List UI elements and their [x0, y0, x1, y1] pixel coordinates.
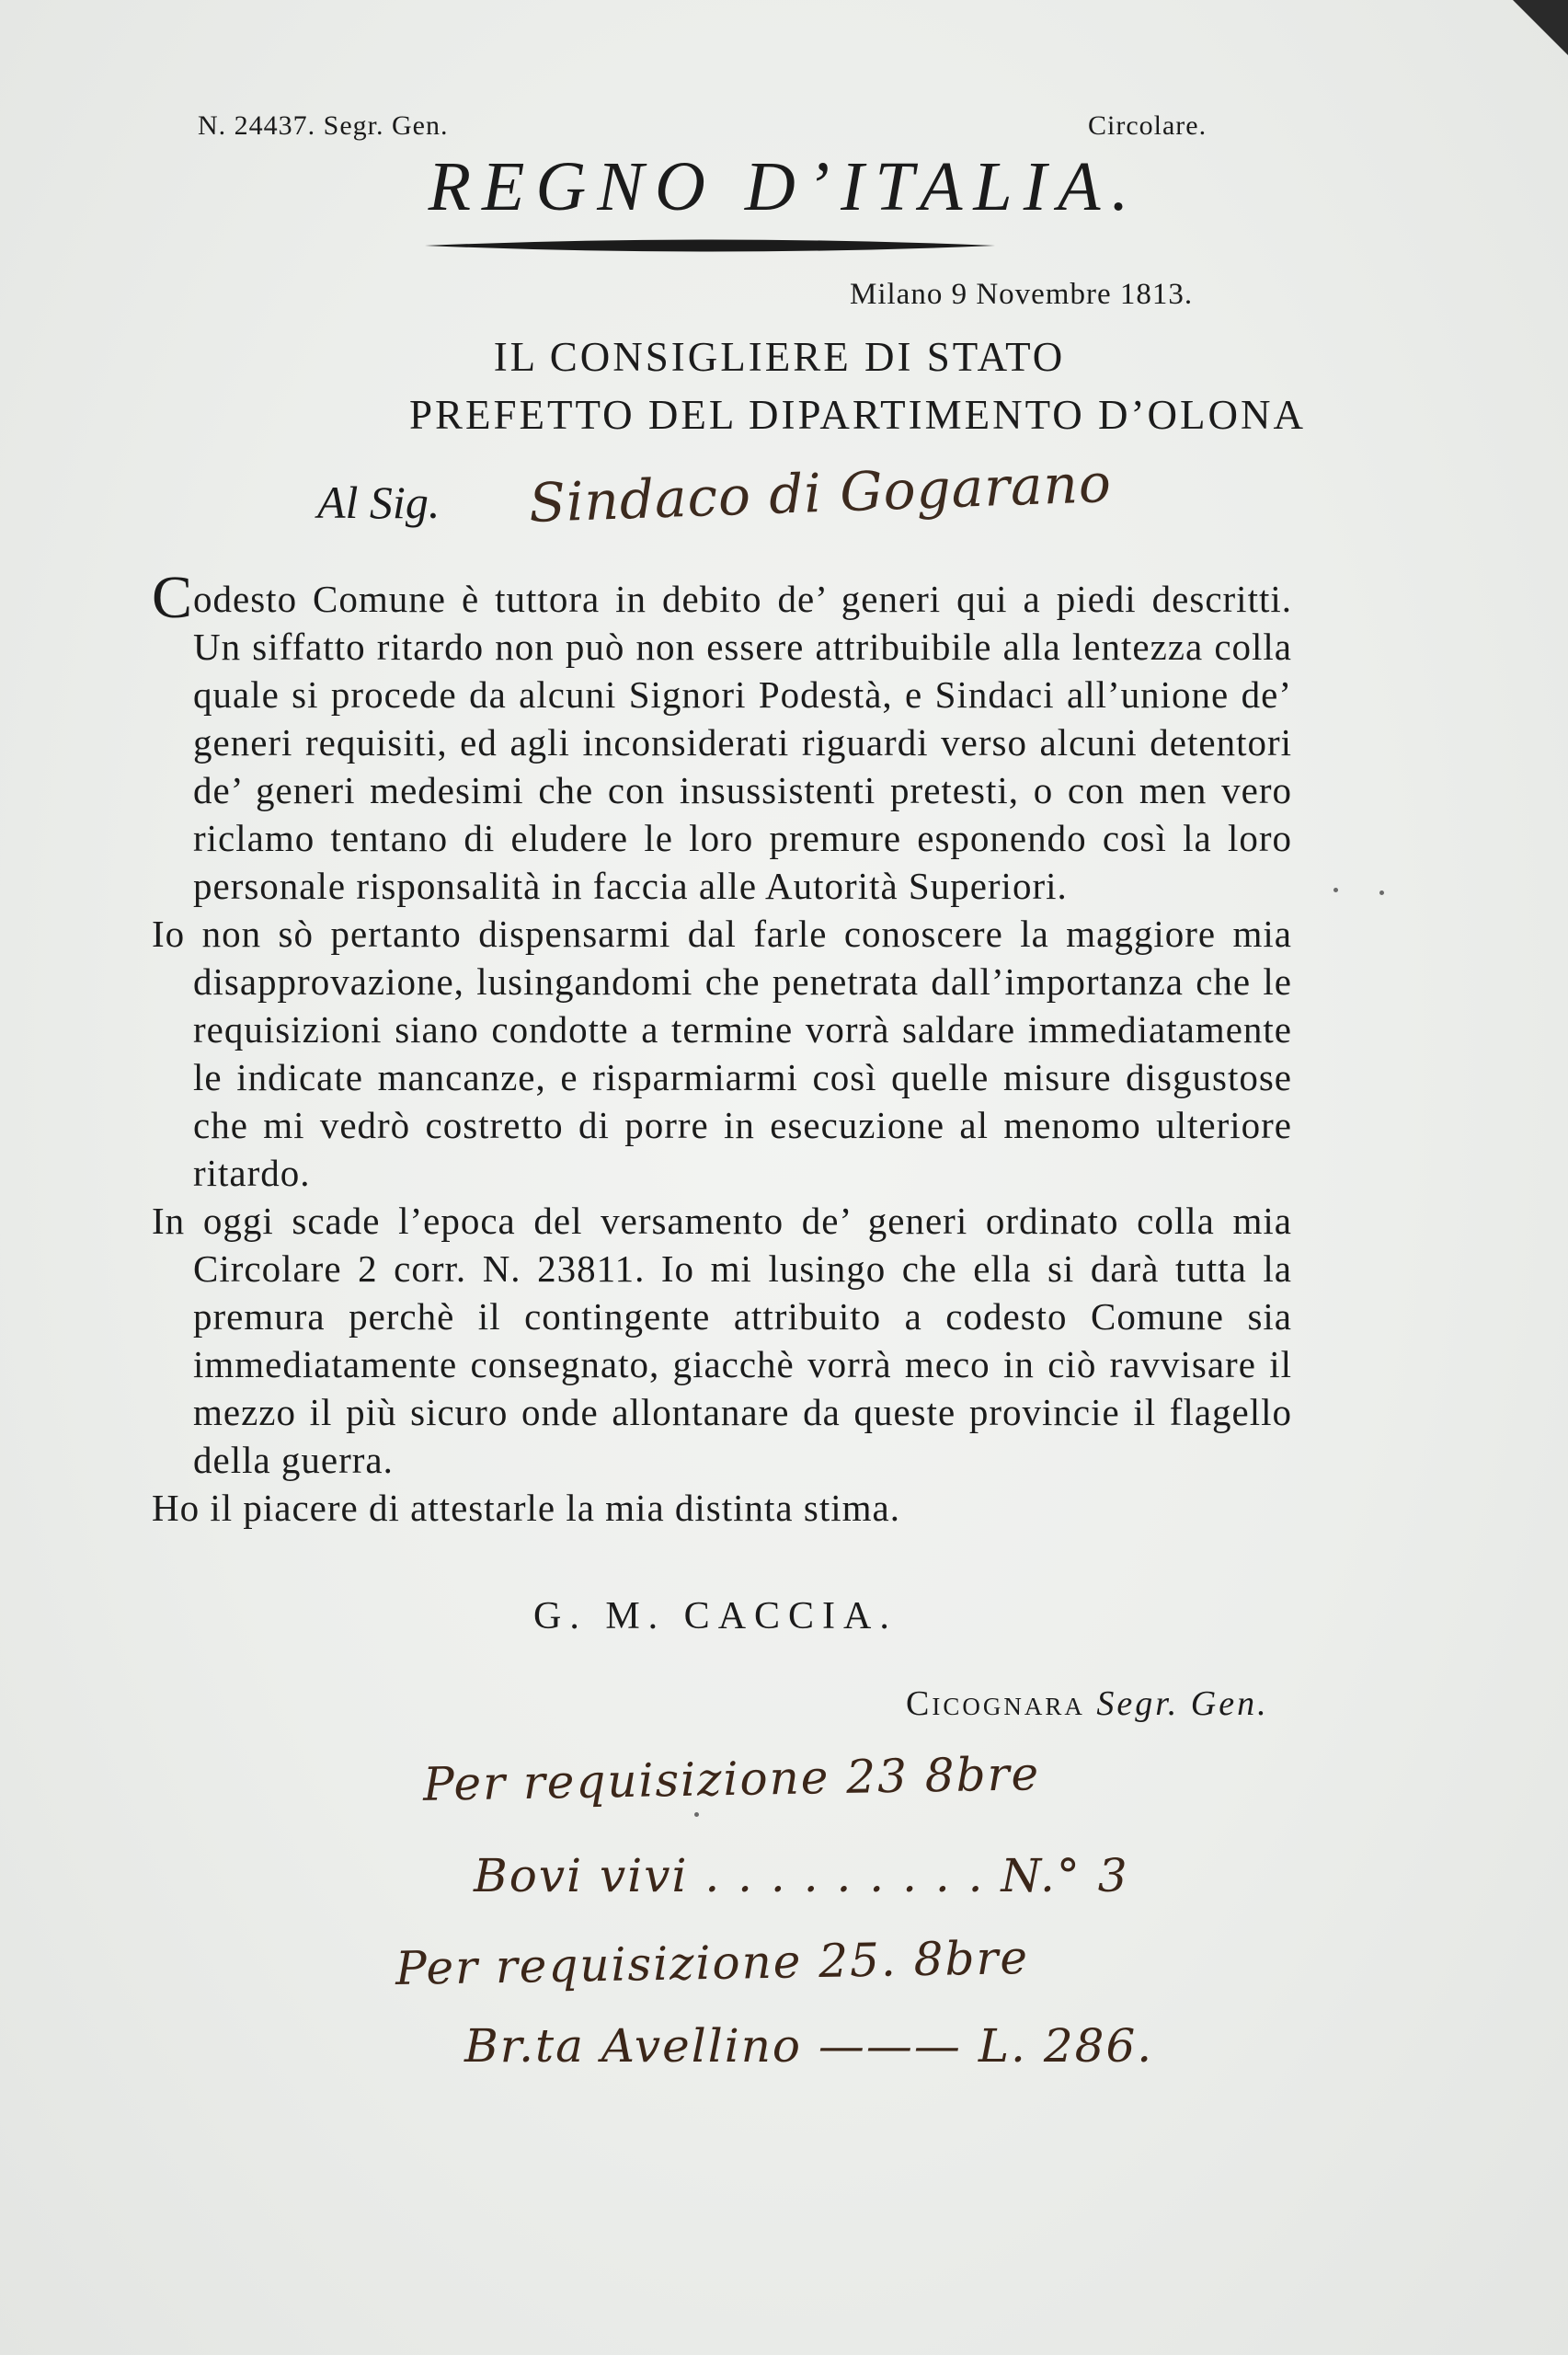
protocol-number: N. 24437. Segr. Gen. — [198, 110, 449, 141]
ink-speck — [1379, 890, 1384, 895]
paragraph-2: Io non sò pertanto dispensarmi dal farle conoscere la maggiore mia disapprovazione, lusingandomi che penetrata dall’importanza che le requisizioni siano condotte a termine vorrà saldare immediatamente le indicate mancanze, e risparmiarmi così quelle misure disgustose che mi vedrò costretto di porre in esecuzione al menomo ulteriore ritardo. — [152, 913, 1292, 1194]
paragraph-1 — [152, 564, 1292, 910]
kingdom-title: REGNO D’ITALIA. — [428, 148, 1140, 225]
handwritten-note-line-4: Br.ta Avellino ——— L. 286. — [464, 2019, 1154, 2073]
ink-speck — [1333, 888, 1338, 892]
torn-corner — [1513, 0, 1568, 55]
place-and-date: Milano 9 Novembre 1813. — [850, 278, 1194, 311]
secretary-name: Cicognara — [906, 1684, 1085, 1723]
handwritten-note-line-3: Per requisizione 25. 8bre — [395, 1930, 1030, 1996]
paragraph-1-text: odesto Comune è tuttora in debito de’ generi qui a piedi descritti. Un siffatto ritardo non può non essere attribuibile alla lentezza colla quale si procede da alcuni Signori Podestà, e Sindaci all’unione de’ generi requisiti, ed agli inconsiderati riguardi verso alcuni detentori de’ generi medesimi che con insussistenti pretesti, o con men vero riclamo tentano di eludere le loro premure esponendo così la loro personale risponsalità in faccia alle Autorità Superiori. — [193, 578, 1292, 907]
paragraph-4: Ho il piacere di attestarle la mia distinta stima. — [152, 1487, 900, 1529]
addressee-handwritten: Sindaco di Gogarano — [528, 451, 1113, 535]
prefect-signature: G. M. CACCIA. — [533, 1595, 898, 1637]
addressee-label: Al Sig. — [317, 477, 441, 528]
secretary-signature — [906, 1683, 1269, 1724]
secretary-title: Segr. Gen. — [1096, 1684, 1269, 1723]
handwritten-note-line-2: Bovi vivi . . . . . . . . . N.° 3 — [474, 1849, 1129, 1902]
circular-body — [152, 564, 1292, 1532]
decorative-rule — [425, 232, 995, 259]
official-title-line1: IL CONSIGLIERE DI STATO — [493, 334, 1066, 380]
paragraph-3: In oggi scade l’epoca del versamento de’ generi ordinato colla mia Circolare 2 corr. N. 23811. Io mi lusingo che ella si darà tutta la premura perchè il contingente attribuito a codesto Comune sia immediatamente consegnato, giacchè vorrà meco in ciò ravvisare il mezzo il più sicuro onde allontanare da queste provincie il flagello della guerra. — [152, 1200, 1292, 1481]
drop-cap: C — [152, 564, 194, 631]
ink-speck — [694, 1812, 699, 1817]
official-title-line2: PREFETTO DEL DIPARTIMENTO D’OLONA — [408, 392, 1307, 438]
handwritten-note-line-1: Per requisizione 23 8bre — [422, 1747, 1041, 1811]
document-type: Circolare. — [1088, 110, 1207, 141]
